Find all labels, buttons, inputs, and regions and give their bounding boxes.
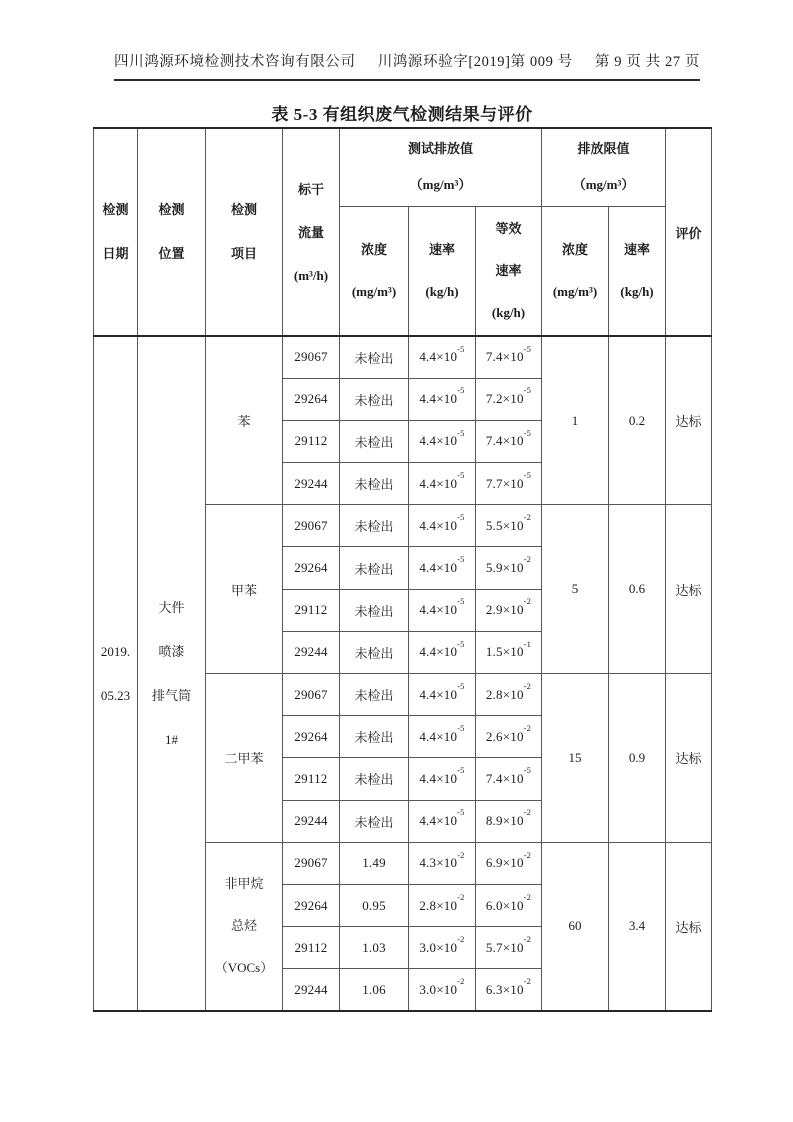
mantissa: 4.4×10 xyxy=(419,517,458,533)
exponent: -5 xyxy=(457,722,465,733)
concentration-cell: 未检出 xyxy=(340,378,409,420)
limit-rate-cell: 0.2 xyxy=(609,336,666,505)
exponent: -2 xyxy=(523,554,532,565)
text-line: 浓度 xyxy=(360,241,387,257)
mantissa: 3.0×10 xyxy=(419,981,458,997)
limit-rate-cell: 0.9 xyxy=(609,674,666,843)
mantissa: 8.9×10 xyxy=(485,813,524,829)
table-title: 表 5-3 有组织废气检测结果与评价 xyxy=(271,105,533,124)
mantissa: 3.0×10 xyxy=(419,939,458,955)
text-line: 检测 xyxy=(158,202,185,217)
verdict-cell: 达标 xyxy=(666,842,712,1011)
text-line: (mg/m³) xyxy=(552,283,598,299)
text-line: (kg/h) xyxy=(425,283,459,299)
mantissa: 4.4×10 xyxy=(419,602,458,618)
exponent: -5 xyxy=(457,427,465,438)
equivalent-rate-cell xyxy=(476,927,542,969)
text-line: 日期 xyxy=(102,246,129,261)
rate-cell xyxy=(409,927,476,969)
item-cell: 二甲苯 xyxy=(206,674,283,843)
flow-cell: 29112 xyxy=(283,589,340,631)
document-number: 川鸿源环验字[2019]第 009 号 xyxy=(377,54,573,70)
text-line: (m³/h) xyxy=(293,267,329,283)
text-line: 浓度 xyxy=(562,241,589,257)
col-header-limit-concentration xyxy=(542,206,609,336)
text-line: 等效 xyxy=(495,220,522,236)
equivalent-rate-cell xyxy=(476,716,542,758)
col-header-location xyxy=(138,128,206,336)
flow-cell: 29244 xyxy=(283,463,340,505)
mantissa: 4.4×10 xyxy=(419,770,458,786)
concentration-cell: 未检出 xyxy=(340,589,409,631)
flow-cell: 29264 xyxy=(283,716,340,758)
text-line: （mg/m³） xyxy=(572,177,635,193)
mantissa: 7.4×10 xyxy=(485,433,524,449)
flow-cell: 29067 xyxy=(283,842,340,884)
flow-cell: 29067 xyxy=(283,336,340,378)
equivalent-rate-cell xyxy=(476,547,542,589)
concentration-cell: 1.06 xyxy=(340,969,409,1011)
concentration-cell: 未检出 xyxy=(340,547,409,589)
text-line: 测试排放值 xyxy=(408,141,474,157)
item-cell xyxy=(206,842,283,1011)
page-header xyxy=(114,50,700,81)
item-cell: 甲苯 xyxy=(206,505,283,674)
text-line: 05.23 xyxy=(100,687,131,703)
text-line: 排气筒 xyxy=(151,687,191,703)
rate-cell xyxy=(409,547,476,589)
mantissa: 2.6×10 xyxy=(485,728,524,744)
concentration-cell: 未检出 xyxy=(340,505,409,547)
exponent: -5 xyxy=(457,512,465,523)
item-cell: 苯 xyxy=(206,336,283,505)
text-line: （VOCs） xyxy=(214,960,274,976)
rate-cell xyxy=(409,505,476,547)
text-line: 项目 xyxy=(230,246,257,261)
rate-cell xyxy=(409,884,476,926)
text-line: 排放限值 xyxy=(577,141,630,157)
rate-cell xyxy=(409,378,476,420)
flow-cell: 29244 xyxy=(283,969,340,1011)
exponent: -5 xyxy=(457,638,465,649)
verdict-cell: 达标 xyxy=(666,674,712,843)
exponent: -5 xyxy=(457,596,465,607)
mantissa: 4.4×10 xyxy=(419,728,458,744)
mantissa: 4.4×10 xyxy=(419,433,458,449)
flow-cell: 29264 xyxy=(283,547,340,589)
text-line: 速率 xyxy=(624,241,651,257)
concentration-cell: 未检出 xyxy=(340,631,409,673)
exponent: -1 xyxy=(523,638,532,649)
equivalent-rate-cell xyxy=(476,505,542,547)
exponent: -2 xyxy=(457,849,465,860)
mantissa: 4.3×10 xyxy=(419,855,458,871)
text-line: 1# xyxy=(165,731,178,747)
exponent: -2 xyxy=(523,849,532,860)
text-line: (mg/m³) xyxy=(351,283,397,299)
flow-cell: 29112 xyxy=(283,927,340,969)
flow-cell: 29112 xyxy=(283,758,340,800)
table-row xyxy=(94,336,712,378)
mantissa: 4.4×10 xyxy=(419,644,458,660)
col-header-date xyxy=(94,128,138,336)
rate-cell xyxy=(409,758,476,800)
mantissa: 4.4×10 xyxy=(419,349,458,365)
mantissa: 5.5×10 xyxy=(485,517,524,533)
exponent: -2 xyxy=(523,596,532,607)
rate-cell xyxy=(409,674,476,716)
concentration-cell: 1.03 xyxy=(340,927,409,969)
concentration-cell: 未检出 xyxy=(340,674,409,716)
rate-cell xyxy=(409,800,476,842)
exponent: -2 xyxy=(523,512,532,523)
exponent: -2 xyxy=(457,933,465,944)
text-line: 速率 xyxy=(495,262,522,278)
limit-concentration-cell: 60 xyxy=(542,842,609,1011)
equivalent-rate-cell xyxy=(476,674,542,716)
mantissa: 5.7×10 xyxy=(485,939,524,955)
equivalent-rate-cell xyxy=(476,463,542,505)
exponent: -2 xyxy=(523,722,532,733)
mantissa: 4.4×10 xyxy=(419,813,458,829)
limit-rate-cell: 3.4 xyxy=(609,842,666,1011)
mantissa: 4.4×10 xyxy=(419,391,458,407)
exponent: -2 xyxy=(457,975,465,986)
exponent: -5 xyxy=(457,385,465,396)
flow-cell: 29067 xyxy=(283,674,340,716)
concentration-cell: 未检出 xyxy=(340,800,409,842)
mantissa: 7.4×10 xyxy=(485,349,524,365)
text-line: 流量 xyxy=(297,224,324,240)
exponent: -5 xyxy=(457,807,465,818)
mantissa: 4.4×10 xyxy=(419,560,458,576)
rate-cell xyxy=(409,336,476,378)
flow-cell: 29244 xyxy=(283,800,340,842)
rate-cell xyxy=(409,716,476,758)
limit-concentration-cell: 1 xyxy=(542,336,609,505)
rate-cell xyxy=(409,842,476,884)
concentration-cell: 1.49 xyxy=(340,842,409,884)
limit-concentration-cell: 15 xyxy=(542,674,609,843)
mantissa: 7.4×10 xyxy=(485,770,524,786)
rate-cell xyxy=(409,631,476,673)
rate-cell xyxy=(409,463,476,505)
text-line: 非甲烷 xyxy=(224,876,264,892)
text-line: 大件 xyxy=(158,599,185,615)
mantissa: 2.8×10 xyxy=(419,897,458,913)
concentration-cell: 未检出 xyxy=(340,336,409,378)
text-line: 检测 xyxy=(102,202,129,217)
exponent: -5 xyxy=(457,680,465,691)
mantissa: 2.9×10 xyxy=(485,602,524,618)
mantissa: 6.0×10 xyxy=(485,897,524,913)
equivalent-rate-cell xyxy=(476,758,542,800)
header-row-groups xyxy=(94,128,712,206)
text-line: 总烃 xyxy=(230,918,257,934)
exponent: -5 xyxy=(523,469,532,480)
exponent: -2 xyxy=(523,975,532,986)
col-header-test-rate xyxy=(409,206,476,336)
text-line: （mg/m³） xyxy=(409,177,472,193)
rate-cell xyxy=(409,969,476,1011)
page-number: 第 9 页 共 27 页 xyxy=(594,54,700,70)
equivalent-rate-cell xyxy=(476,842,542,884)
text-line: 喷漆 xyxy=(158,643,185,659)
exponent: -5 xyxy=(523,385,532,396)
mantissa: 5.9×10 xyxy=(485,560,524,576)
text-line: 标干 xyxy=(297,181,324,197)
col-header-flow xyxy=(283,128,340,336)
mantissa: 1.5×10 xyxy=(485,644,524,660)
rate-cell xyxy=(409,420,476,462)
exponent: -5 xyxy=(457,765,465,776)
exponent: -2 xyxy=(523,933,532,944)
limit-rate-cell: 0.6 xyxy=(609,505,666,674)
date-cell xyxy=(94,336,138,1011)
exponent: -5 xyxy=(523,765,532,776)
equivalent-rate-cell xyxy=(476,336,542,378)
mantissa: 2.8×10 xyxy=(485,686,524,702)
exponent: -5 xyxy=(457,469,465,480)
exponent: -2 xyxy=(457,891,465,902)
flow-cell: 29067 xyxy=(283,505,340,547)
exponent: -5 xyxy=(457,554,465,565)
exponent: -2 xyxy=(523,680,532,691)
col-header-equivalent-rate xyxy=(476,206,542,336)
mantissa: 7.2×10 xyxy=(485,391,524,407)
equivalent-rate-cell xyxy=(476,420,542,462)
text-line: 位置 xyxy=(158,246,185,261)
concentration-cell: 0.95 xyxy=(340,884,409,926)
mantissa: 4.4×10 xyxy=(419,686,458,702)
equivalent-rate-cell xyxy=(476,884,542,926)
equivalent-rate-cell xyxy=(476,969,542,1011)
flow-cell: 29264 xyxy=(283,378,340,420)
equivalent-rate-cell xyxy=(476,800,542,842)
text-line: (kg/h) xyxy=(491,304,526,320)
concentration-cell: 未检出 xyxy=(340,758,409,800)
limit-concentration-cell: 5 xyxy=(542,505,609,674)
col-header-test-concentration xyxy=(340,206,409,336)
location-cell xyxy=(138,336,206,1011)
flow-cell: 29244 xyxy=(283,631,340,673)
company-name: 四川鸿源环境检测技术咨询有限公司 xyxy=(114,54,356,70)
exponent: -2 xyxy=(523,807,532,818)
col-header-evaluation: 评价 xyxy=(666,128,712,336)
mantissa: 7.7×10 xyxy=(485,475,524,491)
exponent: -5 xyxy=(457,343,465,354)
col-header-test-group xyxy=(340,128,542,206)
exponent: -5 xyxy=(523,343,532,354)
mantissa: 6.9×10 xyxy=(485,855,524,871)
flow-cell: 29264 xyxy=(283,884,340,926)
text-line: 检测 xyxy=(230,202,257,217)
mantissa: 4.4×10 xyxy=(419,475,458,491)
col-header-limit-rate xyxy=(609,206,666,336)
equivalent-rate-cell xyxy=(476,589,542,631)
mantissa: 6.3×10 xyxy=(485,981,524,997)
flow-cell: 29112 xyxy=(283,420,340,462)
concentration-cell: 未检出 xyxy=(340,716,409,758)
col-header-limit-group xyxy=(542,128,666,206)
exponent: -5 xyxy=(523,427,532,438)
concentration-cell: 未检出 xyxy=(340,420,409,462)
equivalent-rate-cell xyxy=(476,378,542,420)
text-line: (kg/h) xyxy=(620,283,654,299)
verdict-cell: 达标 xyxy=(666,336,712,505)
equivalent-rate-cell xyxy=(476,631,542,673)
verdict-cell: 达标 xyxy=(666,505,712,674)
concentration-cell: 未检出 xyxy=(340,463,409,505)
text-line: 速率 xyxy=(428,241,455,257)
results-table xyxy=(93,127,712,1012)
exponent: -2 xyxy=(523,891,532,902)
col-header-item xyxy=(206,128,283,336)
rate-cell xyxy=(409,589,476,631)
text-line: 2019. xyxy=(100,643,131,659)
